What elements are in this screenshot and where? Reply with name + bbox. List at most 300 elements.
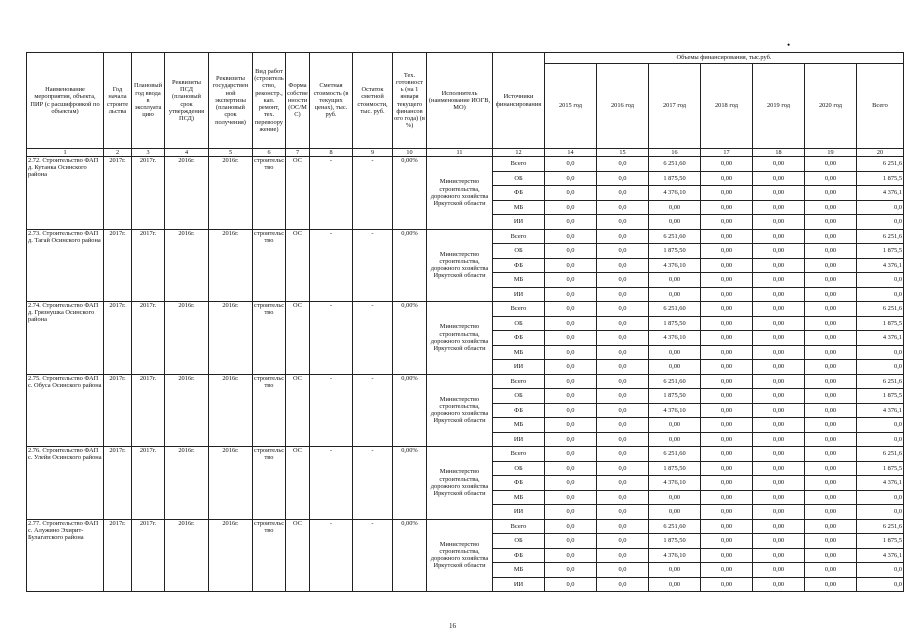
ownership: ОС [286,157,310,230]
psd-date: 2016г. [165,519,209,592]
estimate: - [310,302,353,375]
column-number: 4 [165,149,209,157]
funding-value: 0,00 [753,505,805,520]
funding-source: ИИ [493,360,545,375]
col-header-readiness: Тех. готовност ь (на 1 января текущего финансов ого года) (в %) [393,53,427,149]
funding-source: Всего [493,519,545,534]
funding-value: 0,0 [545,302,597,317]
col-header-estimate: Сметная стоимость (в текущих ценах), тыс. руб. [310,53,353,149]
col-header-year: 2015 год [545,64,597,149]
col-header-plan-year: Плановый год ввода в эксплуата цию [132,53,165,149]
work-type: строительс тво [253,519,286,592]
funding-value: 0,00 [805,534,857,549]
funding-total: 4 376,1 [857,403,904,418]
funding-value: 0,0 [597,302,649,317]
funding-value: 0,00 [805,490,857,505]
funding-source: МБ [493,345,545,360]
funding-value: 0,0 [545,374,597,389]
funding-total: 1 875,5 [857,389,904,404]
funding-value: 0,00 [753,519,805,534]
funding-value: 0,00 [805,171,857,186]
funding-value: 0,0 [597,476,649,491]
funding-value: 0,00 [805,519,857,534]
funding-value: 0,00 [753,157,805,172]
funding-value: 0,00 [701,273,753,288]
funding-total: 6 251,6 [857,519,904,534]
column-number: 10 [393,149,427,157]
funding-value: 0,00 [753,316,805,331]
funding-value: 6 251,60 [649,157,701,172]
funding-total: 0,0 [857,273,904,288]
funding-value: 0,0 [597,273,649,288]
funding-value: 0,00 [805,389,857,404]
column-number: 1 [27,149,104,157]
funding-value: 0,00 [649,287,701,302]
col-header-year: 2018 год [701,64,753,149]
psd-date: 2016г. [165,447,209,520]
funding-total: 1 875,5 [857,316,904,331]
funding-total: 0,0 [857,418,904,433]
funding-value: 0,0 [545,287,597,302]
column-number: 20 [857,149,904,157]
funding-value: 0,00 [701,548,753,563]
funding-value: 0,00 [753,258,805,273]
funding-value: 0,0 [597,374,649,389]
funding-value: 4 376,10 [649,476,701,491]
funding-value: 0,00 [701,316,753,331]
funding-source: ФБ [493,476,545,491]
funding-value: 0,0 [545,447,597,462]
expertise-date: 2016г. [209,229,253,302]
funding-value: 0,0 [597,331,649,346]
col-header-year: 2016 год [597,64,649,149]
funding-value: 6 251,60 [649,374,701,389]
funding-source: ОБ [493,244,545,259]
column-number: 17 [701,149,753,157]
start-year: 2017г. [104,447,132,520]
funding-value: 0,00 [753,403,805,418]
funding-value: 0,0 [545,534,597,549]
readiness: 0,00% [393,302,427,375]
funding-value: 0,0 [545,171,597,186]
funding-value: 0,0 [597,577,649,592]
funding-value: 0,00 [701,215,753,230]
funding-value: 0,00 [649,200,701,215]
funding-value: 0,00 [701,360,753,375]
executor: Министерство строительства, дорожного хозяйства Иркутской области [427,374,493,447]
executor: Министерство строительства, дорожного хозяйства Иркутской области [427,229,493,302]
funding-value: 6 251,60 [649,447,701,462]
column-number: 16 [649,149,701,157]
funding-total: 0,0 [857,490,904,505]
funding-value: 0,00 [701,505,753,520]
remaining: - [353,229,393,302]
funding-value: 1 875,50 [649,316,701,331]
readiness: 0,00% [393,519,427,592]
funding-total: 0,0 [857,360,904,375]
project-name: 2.73. Строительство ФАП д. Тагай Осинского района [27,229,104,302]
funding-value: 0,00 [805,403,857,418]
funding-value: 0,00 [805,302,857,317]
funding-source: Всего [493,447,545,462]
work-type: строительс тво [253,229,286,302]
col-header-funding-group: Объемы финансирования, тыс.руб. [545,53,904,64]
funding-value: 0,0 [597,548,649,563]
funding-value: 0,0 [545,461,597,476]
funding-value: 0,0 [545,577,597,592]
funding-total: 6 251,6 [857,229,904,244]
ownership: ОС [286,374,310,447]
funding-value: 0,00 [649,563,701,578]
column-number: 19 [805,149,857,157]
readiness: 0,00% [393,229,427,302]
funding-value: 0,00 [805,447,857,462]
funding-value: 0,0 [545,345,597,360]
funding-source: ИИ [493,577,545,592]
funding-value: 0,00 [753,389,805,404]
funding-value: 0,00 [701,432,753,447]
funding-value: 4 376,10 [649,403,701,418]
funding-source: ОБ [493,534,545,549]
funding-total: 1 875,5 [857,244,904,259]
funding-value: 0,0 [597,171,649,186]
funding-value: 0,0 [545,505,597,520]
funding-value: 0,00 [753,244,805,259]
start-year: 2017г. [104,229,132,302]
funding-source: ФБ [493,548,545,563]
funding-total: 6 251,6 [857,374,904,389]
remaining: - [353,374,393,447]
funding-value: 0,00 [805,548,857,563]
work-type: строительс тво [253,157,286,230]
funding-value: 0,00 [753,577,805,592]
funding-value: 0,00 [701,374,753,389]
col-header-year: 2019 год [753,64,805,149]
estimate: - [310,519,353,592]
funding-source: МБ [493,273,545,288]
funding-value: 0,00 [649,505,701,520]
funding-value: 0,00 [753,273,805,288]
funding-source: Всего [493,302,545,317]
estimate: - [310,447,353,520]
funding-value: 1 875,50 [649,171,701,186]
page-number: 16 [449,622,456,630]
funding-value: 0,0 [597,200,649,215]
funding-value: 0,00 [753,534,805,549]
funding-source: МБ [493,490,545,505]
plan-year: 2017г. [132,157,165,230]
funding-value: 0,00 [753,548,805,563]
funding-source: ИИ [493,215,545,230]
funding-value: 0,00 [649,360,701,375]
funding-value: 0,00 [805,316,857,331]
estimate: - [310,374,353,447]
funding-value: 0,00 [701,157,753,172]
plan-year: 2017г. [132,447,165,520]
funding-total: 0,0 [857,287,904,302]
project-name: 2.77. Строительство ФАП с. Алужино Эхирит-Булагатского района [27,519,104,592]
funding-value: 0,00 [805,331,857,346]
funding-value: 0,0 [597,563,649,578]
funding-value: 0,00 [753,302,805,317]
estimate: - [310,229,353,302]
funding-value: 0,00 [753,374,805,389]
column-number: 12 [493,149,545,157]
col-header-year: 2017 год [649,64,701,149]
funding-value: 0,0 [597,316,649,331]
funding-value: 0,0 [545,389,597,404]
funding-value: 0,00 [753,360,805,375]
funding-total: 1 875,5 [857,534,904,549]
expertise-date: 2016г. [209,374,253,447]
funding-value: 0,00 [753,563,805,578]
expertise-date: 2016г. [209,519,253,592]
funding-value: 0,00 [753,186,805,201]
funding-value: 0,00 [701,389,753,404]
funding-value: 0,00 [753,418,805,433]
funding-value: 0,0 [597,505,649,520]
ownership: ОС [286,519,310,592]
expertise-date: 2016г. [209,302,253,375]
funding-value: 0,00 [701,258,753,273]
remaining: - [353,519,393,592]
funding-total: 0,0 [857,200,904,215]
funding-source: ФБ [493,403,545,418]
plan-year: 2017г. [132,519,165,592]
funding-value: 0,00 [805,418,857,433]
funding-value: 0,0 [597,447,649,462]
funding-value: 0,0 [597,360,649,375]
funding-value: 0,00 [753,490,805,505]
funding-value: 0,0 [597,287,649,302]
funding-source: Всего [493,229,545,244]
column-number: 5 [209,149,253,157]
funding-value: 0,0 [545,563,597,578]
funding-value: 0,00 [701,563,753,578]
funding-total: 0,0 [857,505,904,520]
funding-source: ФБ [493,186,545,201]
funding-value: 4 376,10 [649,331,701,346]
executor: Министерство строительства, дорожного хозяйства Иркутской области [427,519,493,592]
funding-total: 4 376,1 [857,258,904,273]
table-row [27,229,904,244]
col-header-psd: Реквизиты ПСД (плановый срок утверждения ПСД) [165,53,209,149]
funding-value: 0,0 [545,215,597,230]
project-name: 2.76. Строительство ФАП с. Улейи Осинского района [27,447,104,520]
funding-value: 0,00 [805,244,857,259]
project-name: 2.72. Строительство ФАП д. Кутанка Осинского района [27,157,104,230]
funding-source: Всего [493,157,545,172]
funding-source: ОБ [493,171,545,186]
funding-value: 0,00 [701,345,753,360]
funding-value: 0,00 [701,171,753,186]
funding-value: 0,00 [805,563,857,578]
column-number: 9 [353,149,393,157]
executor: Министерство строительства, дорожного хозяйства Иркутской области [427,302,493,375]
expertise-date: 2016г. [209,447,253,520]
funding-total: 1 875,5 [857,171,904,186]
estimate: - [310,157,353,230]
funding-value: 0,0 [597,345,649,360]
funding-value: 0,00 [701,331,753,346]
funding-source: ОБ [493,461,545,476]
funding-total: 6 251,6 [857,447,904,462]
remaining: - [353,157,393,230]
column-number: 15 [597,149,649,157]
funding-total: 4 376,1 [857,548,904,563]
funding-value: 0,00 [805,505,857,520]
funding-value: 0,00 [753,215,805,230]
funding-value: 0,0 [545,258,597,273]
funding-value: 0,00 [805,374,857,389]
table-row [27,374,904,389]
funding-value: 0,00 [753,171,805,186]
funding-source: Всего [493,374,545,389]
funding-value: 0,0 [545,418,597,433]
table-row [27,157,904,172]
funding-value: 4 376,10 [649,186,701,201]
funding-source: ИИ [493,505,545,520]
funding-value: 0,0 [597,490,649,505]
funding-source: МБ [493,563,545,578]
funding-value: 0,0 [545,490,597,505]
funding-value: 6 251,60 [649,519,701,534]
funding-value: 0,0 [597,403,649,418]
plan-year: 2017г. [132,302,165,375]
funding-value: 0,0 [545,244,597,259]
funding-value: 0,00 [649,273,701,288]
scan-mark: • [787,40,791,50]
funding-value: 0,00 [805,215,857,230]
funding-value: 0,0 [597,418,649,433]
funding-value: 0,00 [805,287,857,302]
funding-source: ФБ [493,258,545,273]
column-number: 3 [132,149,165,157]
funding-value: 0,00 [753,229,805,244]
column-number-row [27,149,904,157]
funding-value: 0,00 [805,273,857,288]
funding-value: 0,00 [805,461,857,476]
project-name: 2.75. Строительство ФАП с. Обуса Осинского района [27,374,104,447]
funding-value: 0,0 [545,403,597,418]
funding-total: 0,0 [857,215,904,230]
funding-value: 0,00 [701,229,753,244]
funding-value: 0,00 [701,403,753,418]
funding-value: 0,0 [597,215,649,230]
funding-total: 4 376,1 [857,186,904,201]
funding-value: 0,00 [805,432,857,447]
funding-total: 6 251,6 [857,157,904,172]
ownership: ОС [286,229,310,302]
funding-value: 0,0 [545,331,597,346]
remaining: - [353,302,393,375]
column-number: 14 [545,149,597,157]
funding-total: 4 376,1 [857,331,904,346]
funding-value: 0,0 [545,476,597,491]
funding-value: 0,00 [701,244,753,259]
funding-value: 6 251,60 [649,229,701,244]
funding-value: 0,00 [805,229,857,244]
start-year: 2017г. [104,302,132,375]
funding-value: 0,0 [597,389,649,404]
funding-value: 0,00 [701,302,753,317]
funding-source: МБ [493,418,545,433]
funding-value: 0,00 [701,476,753,491]
table-row [27,519,904,534]
funding-value: 0,00 [701,287,753,302]
funding-value: 0,00 [701,186,753,201]
plan-year: 2017г. [132,374,165,447]
funding-value: 0,00 [649,345,701,360]
psd-date: 2016г. [165,157,209,230]
funding-source: ИИ [493,287,545,302]
funding-value: 0,00 [701,519,753,534]
col-header-name: Наименование мероприятия, объекта, ПИР (с расшифровкой по объектам) [27,53,104,149]
table-row [27,302,904,317]
funding-value: 0,00 [649,418,701,433]
funding-value: 0,00 [805,577,857,592]
funding-value: 0,0 [597,244,649,259]
funding-value: 0,00 [649,490,701,505]
funding-value: 0,0 [597,186,649,201]
psd-date: 2016г. [165,302,209,375]
start-year: 2017г. [104,157,132,230]
col-header-sources: Источники финансирования [493,53,545,149]
col-header-executor: Исполнитель (наименование ИОГВ, МО) [427,53,493,149]
start-year: 2017г. [104,519,132,592]
funding-source: ОБ [493,389,545,404]
column-number: 6 [253,149,286,157]
funding-value: 0,00 [753,461,805,476]
executor: Министерство строительства, дорожного хозяйства Иркутской области [427,447,493,520]
table-row [27,447,904,462]
funding-value: 0,00 [805,200,857,215]
funding-total: 0,0 [857,563,904,578]
funding-value: 0,00 [805,258,857,273]
funding-value: 0,0 [545,316,597,331]
funding-value: 0,0 [545,229,597,244]
funding-value: 0,0 [545,548,597,563]
funding-value: 0,0 [597,258,649,273]
funding-value: 0,00 [701,461,753,476]
funding-value: 0,00 [805,360,857,375]
funding-value: 0,00 [649,432,701,447]
psd-date: 2016г. [165,229,209,302]
column-number: 18 [753,149,805,157]
column-number: 2 [104,149,132,157]
funding-total: 0,0 [857,345,904,360]
funding-source: ФБ [493,331,545,346]
funding-value: 0,00 [753,476,805,491]
work-type: строительс тво [253,374,286,447]
funding-value: 0,0 [597,157,649,172]
funding-value: 0,00 [805,186,857,201]
funding-value: 4 376,10 [649,548,701,563]
funding-total: 6 251,6 [857,302,904,317]
funding-value: 0,0 [545,273,597,288]
funding-value: 0,00 [649,577,701,592]
financing-table [26,52,904,592]
funding-value: 1 875,50 [649,461,701,476]
funding-value: 0,0 [597,461,649,476]
funding-value: 0,00 [701,200,753,215]
funding-value: 0,00 [753,432,805,447]
funding-value: 0,00 [753,331,805,346]
funding-source: ОБ [493,316,545,331]
col-header-ownership: Форма собстве нности (ОС/М С) [286,53,310,149]
funding-total: 0,0 [857,577,904,592]
funding-value: 0,00 [805,476,857,491]
